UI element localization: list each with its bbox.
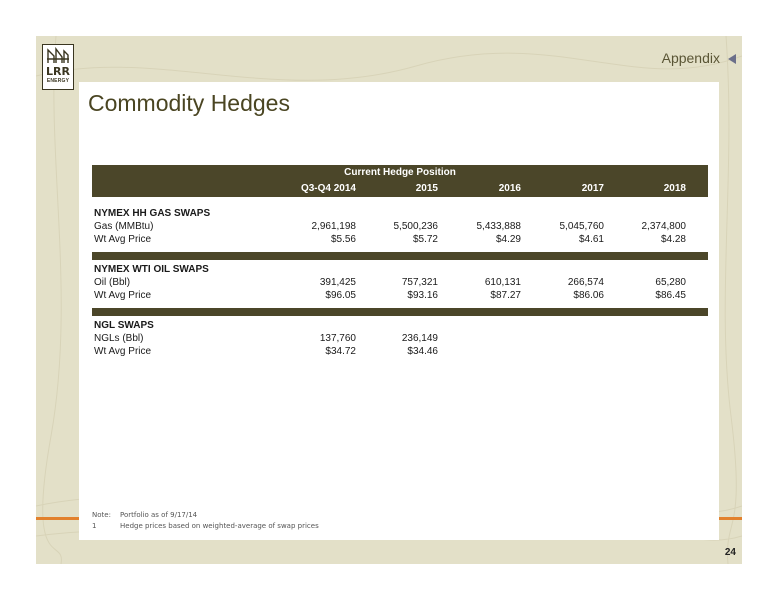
footnote-text: Hedge prices based on weighted-average of swap prices xyxy=(120,522,319,530)
table-cell: 5,433,888 xyxy=(476,221,521,232)
table-row xyxy=(92,233,708,246)
accent-line-right xyxy=(719,517,742,520)
table-cell: 2,374,800 xyxy=(641,221,686,232)
column-header: Q3-Q4 2014 xyxy=(300,183,356,194)
section-heading-ngl xyxy=(92,319,708,332)
table-cell: 757,321 xyxy=(401,277,438,288)
table-cell: $34.72 xyxy=(325,346,356,357)
table-row xyxy=(92,345,708,358)
table-cell: $4.28 xyxy=(660,234,686,245)
table-row xyxy=(92,276,708,289)
table-column-headers xyxy=(92,180,708,197)
table-group-header xyxy=(92,165,708,180)
table-cell: $96.05 xyxy=(325,290,356,301)
back-arrow-icon[interactable] xyxy=(728,54,736,64)
table-cell: $34.46 xyxy=(407,346,438,357)
table-cell: 236,149 xyxy=(401,333,438,344)
table-cell: $4.29 xyxy=(495,234,521,245)
footnote-text: Portfolio as of 9/17/14 xyxy=(120,511,198,519)
row-label: Wt Avg Price xyxy=(94,346,152,357)
table-row xyxy=(92,332,708,345)
column-header: 2018 xyxy=(663,183,686,194)
table-row xyxy=(92,220,708,233)
table-cell: $5.56 xyxy=(330,234,356,245)
section-heading-label: NYMEX WTI OIL SWAPS xyxy=(94,264,209,275)
logo-mark-icon xyxy=(46,47,70,65)
logo-subtext: ENERGY xyxy=(46,78,70,84)
column-header: 2016 xyxy=(498,183,521,194)
company-logo xyxy=(42,44,74,90)
table-cell: 5,500,236 xyxy=(393,221,438,232)
row-label: Oil (Bbl) xyxy=(94,277,131,288)
table-cell: 610,131 xyxy=(484,277,521,288)
logo-wordmark: LRR xyxy=(46,65,70,78)
footnote xyxy=(92,511,392,521)
row-label: Wt Avg Price xyxy=(94,234,152,245)
table-cell: $5.72 xyxy=(412,234,438,245)
footnote xyxy=(92,522,392,532)
table-cell: $87.27 xyxy=(490,290,521,301)
section-heading-gas xyxy=(92,207,708,220)
footnote-key: Note: xyxy=(92,511,111,519)
footnote-key: 1 xyxy=(92,522,97,530)
section-heading-label: NYMEX HH GAS SWAPS xyxy=(94,208,211,219)
section-heading-oil xyxy=(92,263,708,276)
page-number: 24 xyxy=(724,547,736,558)
accent-line-left xyxy=(36,517,79,520)
table-group-title: Current Hedge Position xyxy=(344,167,456,178)
row-label: NGLs (Bbl) xyxy=(94,333,144,344)
table-cell: 266,574 xyxy=(567,277,604,288)
table-cell: 137,760 xyxy=(319,333,356,344)
table-cell: 5,045,760 xyxy=(559,221,604,232)
section-divider xyxy=(92,308,708,316)
table-cell: $86.45 xyxy=(655,290,686,301)
section-label: Appendix xyxy=(661,50,720,66)
table-cell: 2,961,198 xyxy=(311,221,356,232)
column-header: 2015 xyxy=(415,183,438,194)
column-header: 2017 xyxy=(581,183,604,194)
page-title: Commodity Hedges xyxy=(88,90,290,116)
table-cell: $93.16 xyxy=(407,290,438,301)
table-cell: $86.06 xyxy=(573,290,604,301)
row-label: Gas (MMBtu) xyxy=(94,221,154,232)
section-divider xyxy=(92,252,708,260)
table-cell: $4.61 xyxy=(578,234,604,245)
section-heading-label: NGL SWAPS xyxy=(94,320,154,331)
table-row xyxy=(92,289,708,302)
table-cell: 65,280 xyxy=(655,277,686,288)
table-cell: 391,425 xyxy=(319,277,356,288)
row-label: Wt Avg Price xyxy=(94,290,152,301)
